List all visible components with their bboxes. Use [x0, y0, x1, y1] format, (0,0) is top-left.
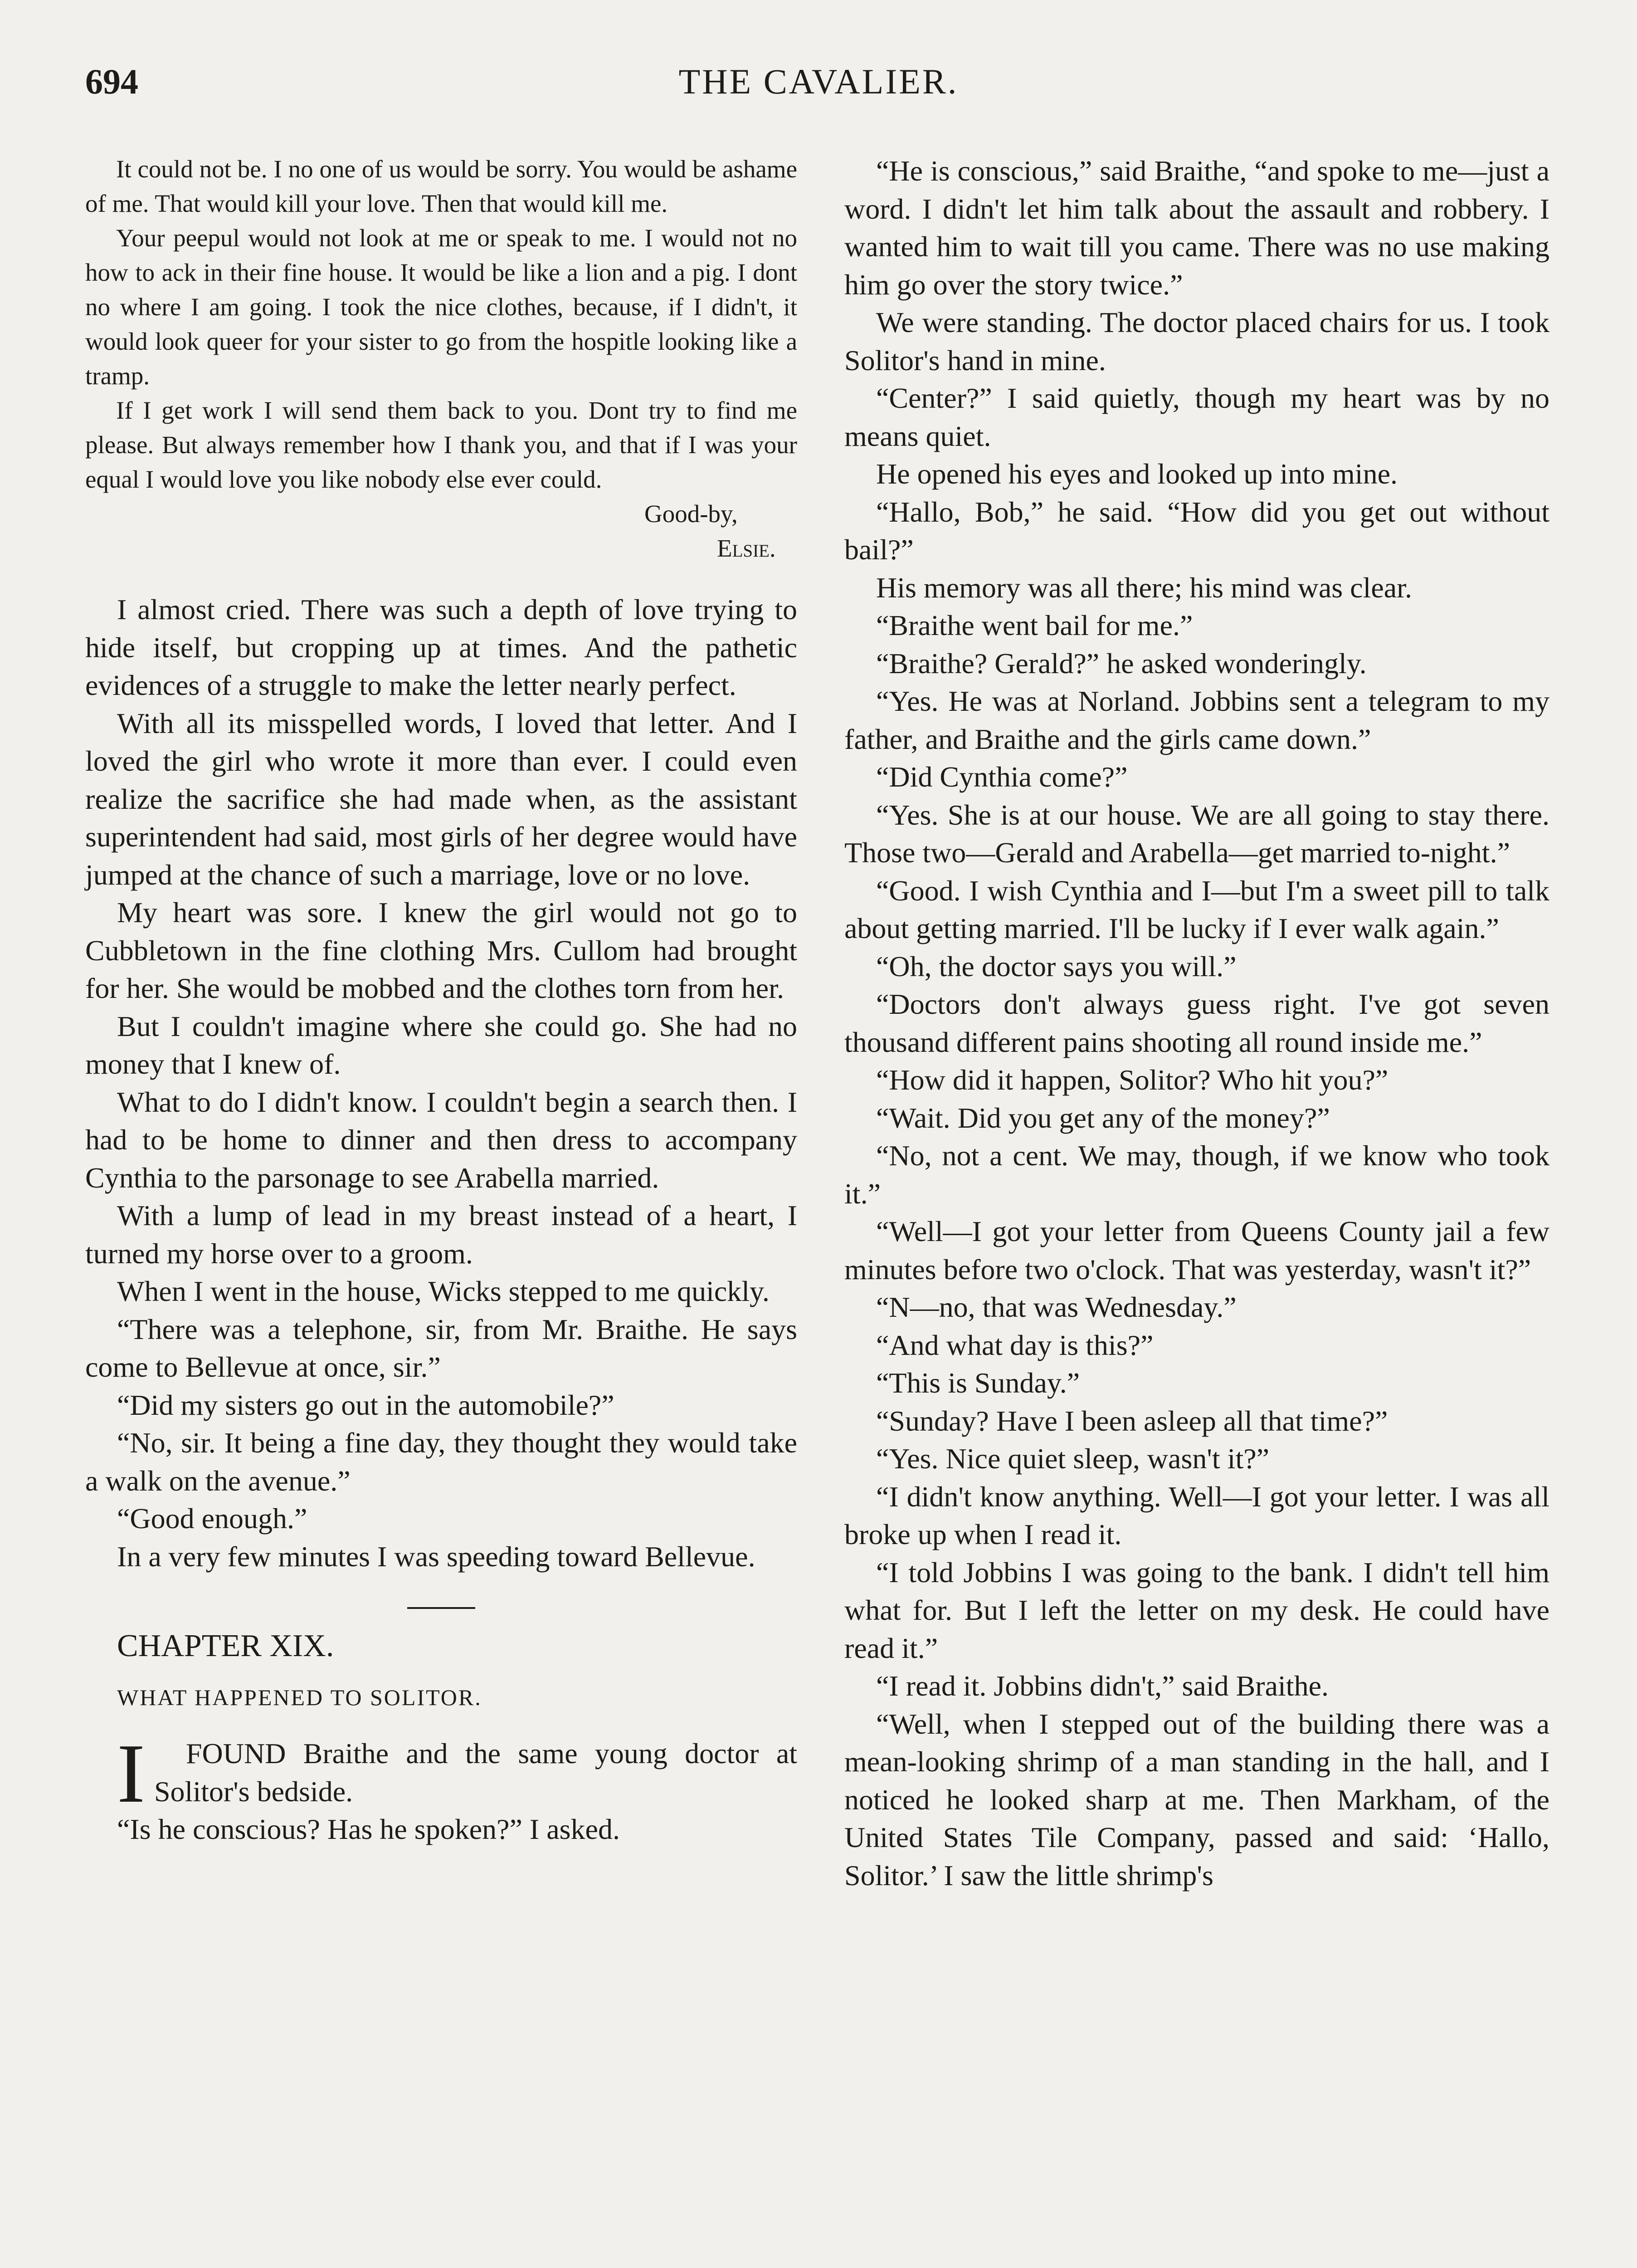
chapter-opening-paragraph [85, 1727, 797, 1820]
paragraph: His memory was all there; his mind was clear. [876, 571, 1412, 604]
paragraph: “Is he conscious? Has he spoken?” I asked. [117, 1813, 620, 1845]
paragraph: We were standing. The doctor placed chairs for us. I took Solitor's hand in mine. [844, 306, 1549, 376]
paragraph: “Oh, the doctor says you will.” [876, 950, 1237, 982]
paragraph: “Yes. He was at Norland. Jobbins sent a telegram to my father, and Braithe and the girls came down.” [844, 685, 1549, 755]
paragraph: “Good. I wish Cynthia and I—but I'm a sweet pill to talk about getting married. I'll be lucky if I ever walk again.” [844, 874, 1549, 944]
paragraph: But I couldn't imagine where she could go. She had no money that I knew of. [85, 1010, 797, 1080]
paragraph: “Doctors don't always guess right. I've got seven thousand different pains shooting all round inside me.” [844, 988, 1549, 1058]
paragraph: “How did it happen, Solitor? Who hit you?” [876, 1064, 1389, 1096]
paragraph: With a lump of lead in my breast instead of a heart, I turned my horse over to a groom. [85, 1199, 797, 1270]
paragraph: “Did Cynthia come?” [876, 761, 1128, 793]
paragraph: When I went in the house, Wicks stepped to me quickly. [117, 1275, 770, 1307]
paragraph: “I read it. Jobbins didn't,” said Braithe. [876, 1670, 1329, 1702]
narrative-left [85, 591, 797, 1848]
paragraph: “And what day is this?” [876, 1329, 1154, 1361]
paragraph: “Center?” I said quietly, though my heart was by no means quiet. [844, 382, 1549, 452]
letter-paragraph: Your peepul would not look at me or speak to me. I would not no how to ack in their fine house. It would be like a lion and a pig. I dont no where I am going. I took the nice clothes, because, if I didn't, it would look queer for your sister to go from the hospitle looking like a tramp. [85, 224, 797, 390]
paragraph: With all its misspelled words, I loved that letter. And I loved the girl who wrote it more than ever. I could even realize the sacrifice she had made when, as the assistant superintendent had said, most girls of her degree would have jumped at the chance of such a marriage, love or no love. [85, 707, 797, 891]
paragraph: “He is conscious,” said Braithe, “and spoke to me—just a word. I didn't let him talk about the assault and robbery. I wanted him to wait till you came. There was no use making him go over the story twice.” [844, 155, 1549, 301]
left-column [85, 152, 797, 1848]
chapter-subtitle: WHAT HAPPENED TO SOLITOR. [117, 1684, 482, 1710]
letter-paragraph: If I get work I will send them back to you. Dont try to find me please. But always remember how I thank you, and that if I was your equal I would love you like nobody else ever could. [85, 396, 797, 493]
paragraph: He opened his eyes and looked up into mine. [876, 458, 1398, 490]
narrative-right [844, 152, 1549, 1894]
paragraph: “This is Sunday.” [876, 1367, 1080, 1399]
paragraph: “No, not a cent. We may, though, if we know who took it.” [844, 1139, 1549, 1210]
paragraph: “Did my sisters go out in the automobile?” [117, 1388, 614, 1421]
letter-paragraph: It could not be. I no one of us would be sorry. You would be ashame of me. That would kill your love. Then that would kill me. [85, 155, 797, 217]
paragraph: My heart was sore. I knew the girl would not go to Cubbletown in the fine clothing Mrs. Cullom had brought for her. She would be mobbed and the clothes torn from her. [85, 896, 797, 1004]
drop-cap: I [117, 1727, 145, 1820]
letter-closing: Good-by, [644, 500, 738, 528]
paragraph: “Yes. She is at our house. We are all going to stay there. Those two—Gerald and Arabella—get married to-night.” [844, 798, 1549, 869]
paragraph: “I didn't know anything. Well—I got your letter. I was all broke up when I read it. [844, 1480, 1549, 1550]
letter-block [85, 152, 797, 566]
paragraph: “N—no, that was Wednesday.” [876, 1291, 1237, 1323]
paragraph: “Sunday? Have I been asleep all that time?” [876, 1404, 1388, 1437]
paragraph: “I told Jobbins I was going to the bank. I didn't tell him what for. But I left the letter on my desk. He could have read it.” [844, 1556, 1549, 1664]
page-number: 694 [85, 62, 138, 101]
right-column [844, 152, 1549, 1894]
page-header [0, 61, 1637, 120]
paragraph: “Yes. Nice quiet sleep, wasn't it?” [876, 1442, 1270, 1475]
running-head: THE CAVALIER. [678, 62, 959, 101]
paragraph: “There was a telephone, sir, from Mr. Braithe. He says come to Bellevue at once, sir.” [85, 1313, 797, 1383]
paragraph: “Hallo, Bob,” he said. “How did you get out without bail?” [844, 495, 1549, 566]
paragraph: “Braithe went bail for me.” [876, 609, 1193, 641]
paragraph: What to do I didn't know. I couldn't begin a search then. I had to be home to dinner and then dress to accompany Cynthia to the parsonage to see Arabella married. [85, 1085, 797, 1194]
paragraph: In a very few minutes I was speeding toward Bellevue. [117, 1540, 755, 1573]
paragraph: “Good enough.” [117, 1502, 307, 1535]
paragraph: “No, sir. It being a fine day, they thought they would take a walk on the avenue.” [85, 1427, 797, 1497]
paragraph: I almost cried. There was such a depth of love trying to hide itself, but cropping up at times. And the pathetic evidences of a struggle to make the letter nearly perfect. [85, 593, 797, 701]
paragraph: “Braithe? Gerald?” he asked wonderingly. [876, 647, 1367, 679]
chapter-opening-text: FOUND Braithe and the same young doctor at Solitor's bedside. [154, 1737, 797, 1808]
paragraph: “Well, when I stepped out of the building there was a mean-looking shrimp of a man standing in the hall, and I noticed he looked sharp at me. Then Markham, of the United States Tile Company, passed and said: ‘Hallo, Solitor.’ I saw the little shrimp's [844, 1707, 1549, 1892]
letter-signature: Elsie. [717, 534, 776, 562]
paragraph: “Well—I got your letter from Queens County jail a few minutes before two o'clock. That was yesterday, wasn't it?” [844, 1215, 1549, 1286]
chapter-title: CHAPTER XIX. [117, 1628, 334, 1663]
paragraph: “Wait. Did you get any of the money?” [876, 1101, 1330, 1134]
